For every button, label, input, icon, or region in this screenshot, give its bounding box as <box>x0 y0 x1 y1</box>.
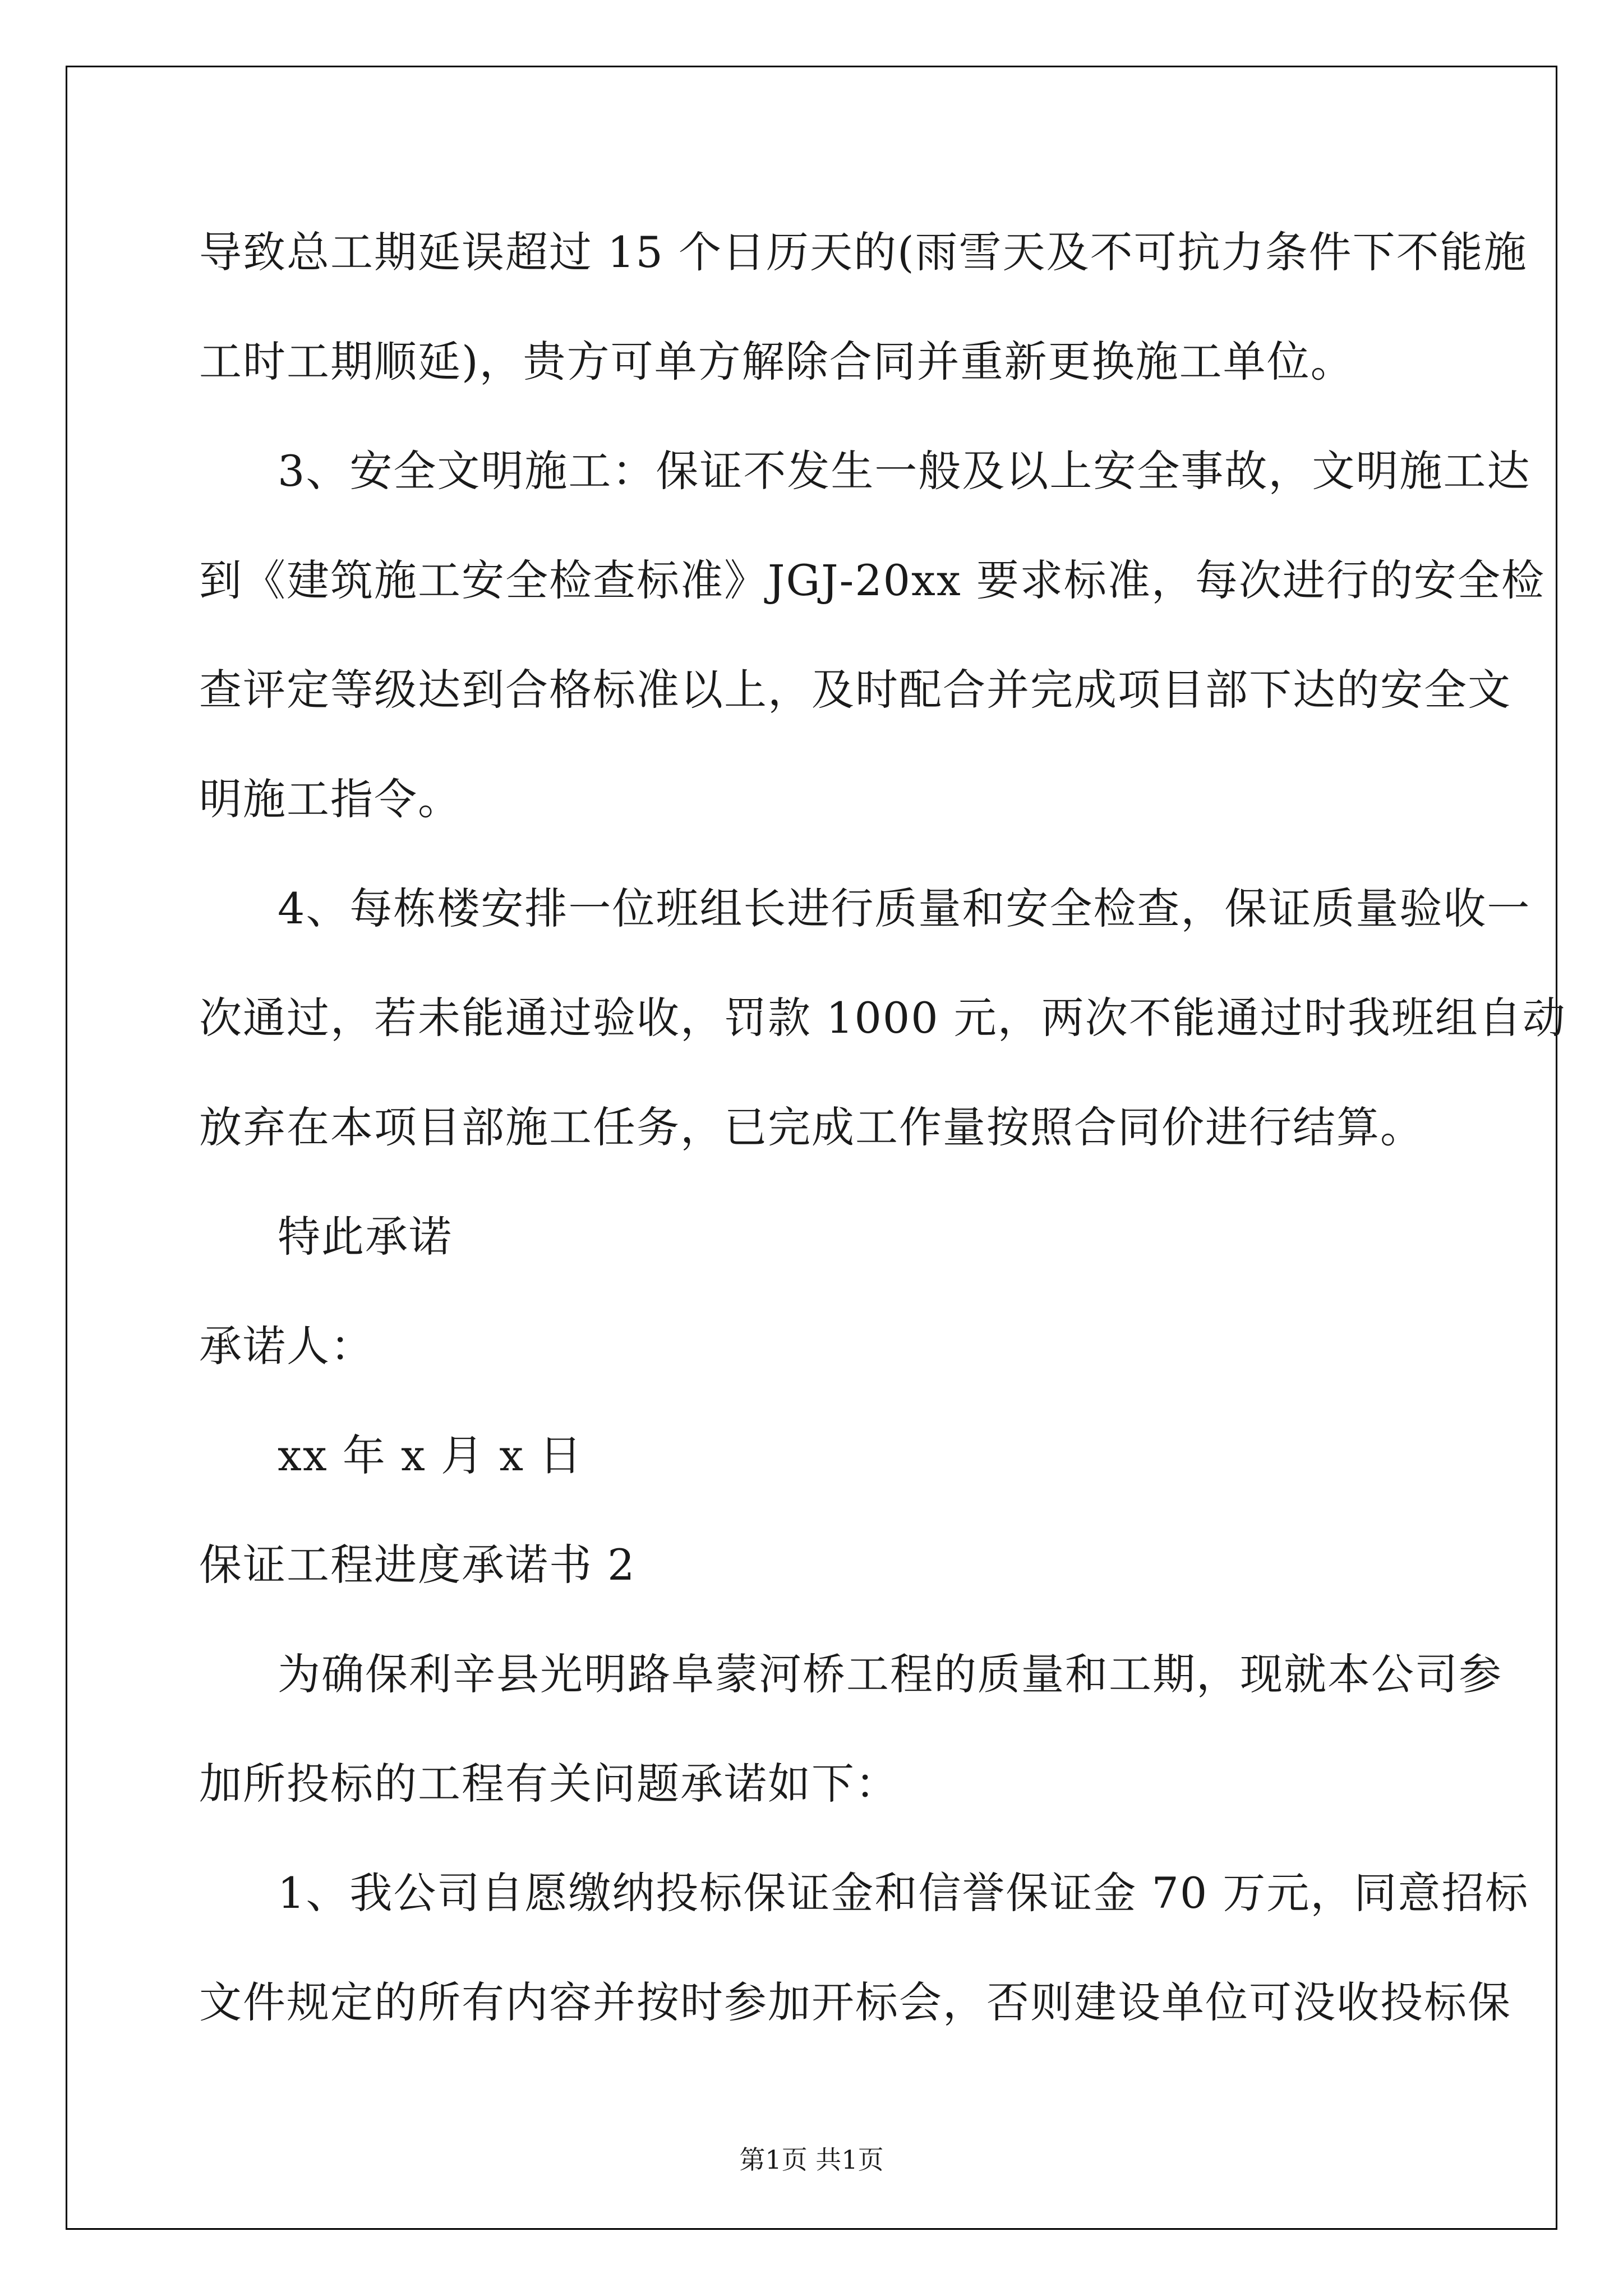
signatory-label: 承诺人： <box>199 1321 374 1371</box>
paragraph-line: 次通过，若未能通过验收，罚款 1000 元，两次不能通过时我班组自动 <box>199 993 1566 1043</box>
date-line: xx 年 x 月 x 日 <box>278 1430 583 1480</box>
paragraph-line: 4、每栋楼安排一位班组长进行质量和安全检查，保证质量验收一 <box>278 884 1531 933</box>
paragraph-line: 到《建筑施工安全检查标准》JGJ-20xx 要求标准，每次进行的安全检 <box>199 555 1545 605</box>
closing-phrase: 特此承诺 <box>278 1212 453 1262</box>
paragraph-line: 加所投标的工程有关问题承诺如下： <box>199 1759 899 1809</box>
page-footer: 第1页 共1页 <box>739 2145 884 2175</box>
paragraph-line: 工时工期顺延)，贵方可单方解除合同并重新更换施工单位。 <box>199 337 1354 386</box>
paragraph-line: 3、安全文明施工：保证不发生一般及以上安全事故，文明施工达 <box>278 446 1531 496</box>
paragraph-line: 文件规定的所有内容并按时参加开标会，否则建设单位可没收投标保 <box>199 1977 1511 2027</box>
section-title: 保证工程进度承诺书 2 <box>199 1540 636 1590</box>
paragraph-line: 放弃在本项目部施工任务，已完成工作量按照合同价进行结算。 <box>199 1102 1424 1152</box>
paragraph-line: 为确保利辛县光明路阜蒙河桥工程的质量和工期，现就本公司参 <box>278 1649 1502 1699</box>
paragraph-line: 明施工指令。 <box>199 774 462 824</box>
paragraph-line: 导致总工期延误超过 15 个日历天的(雨雪天及不可抗力条件下不能施 <box>199 227 1528 277</box>
paragraph-line: 查评定等级达到合格标准以上，及时配合并完成项目部下达的安全文 <box>199 665 1511 715</box>
paragraph-line: 1、我公司自愿缴纳投标保证金和信誉保证金 70 万元，同意招标 <box>278 1868 1529 1918</box>
